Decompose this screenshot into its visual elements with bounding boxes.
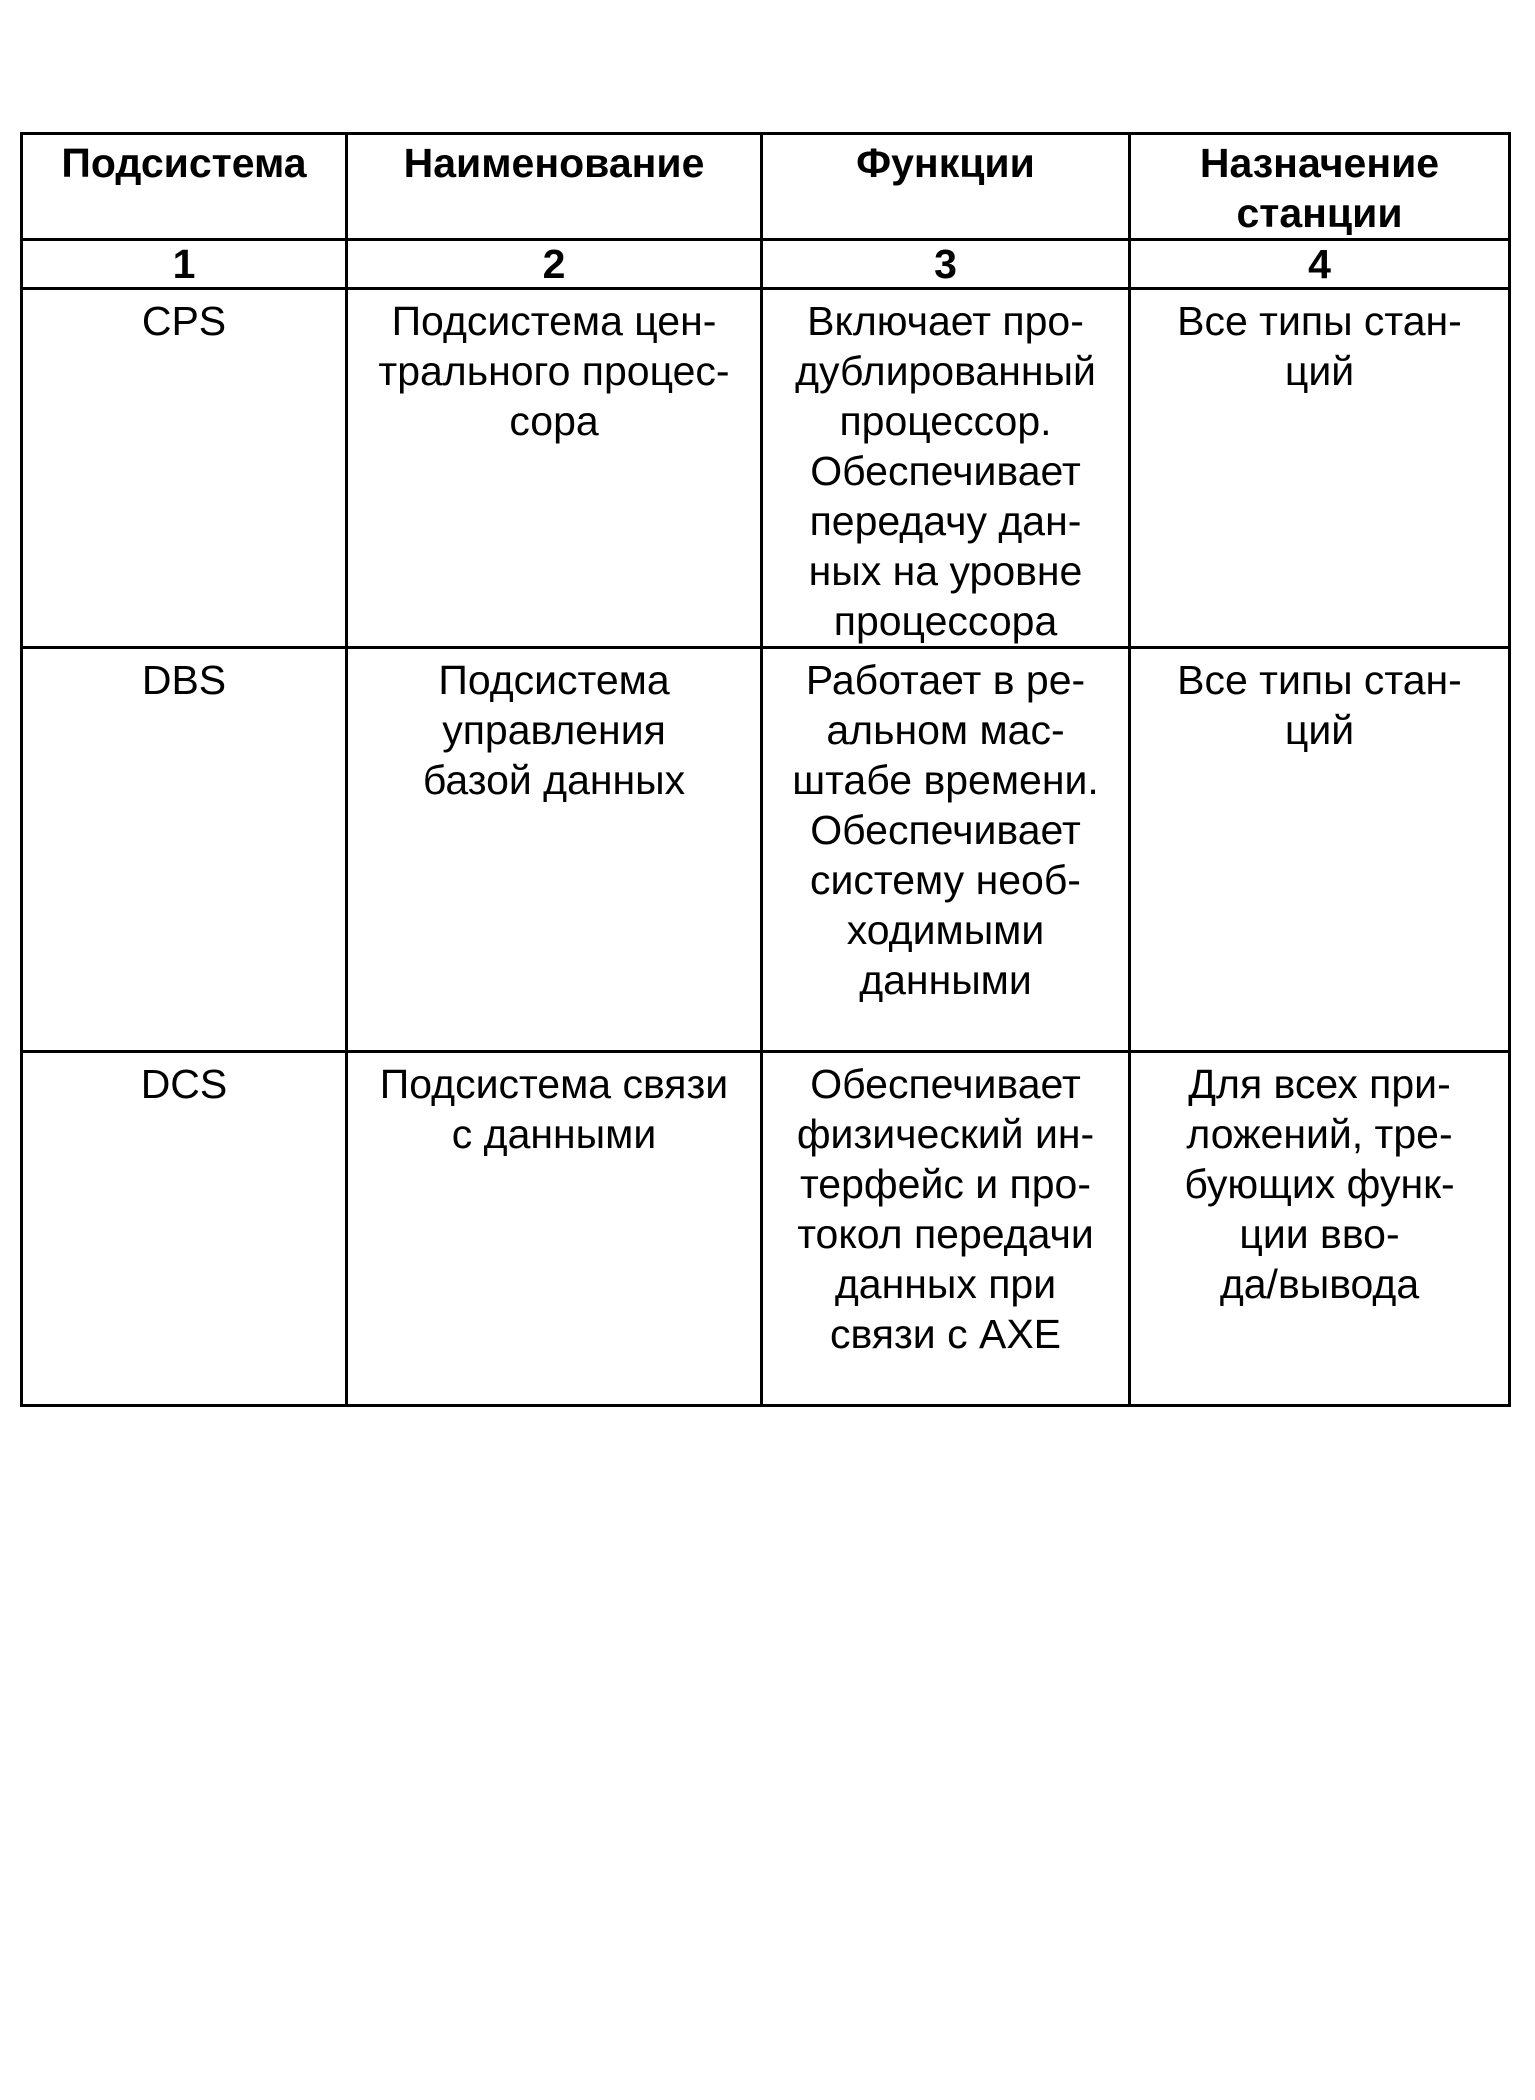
column-number-2: 2 — [347, 240, 762, 289]
cell-purpose: Все типы стан- ций — [1130, 648, 1510, 1052]
cell-name: Подсистема цен- трального процес- сора — [347, 289, 762, 648]
column-number-4: 4 — [1130, 240, 1510, 289]
cell-name: Подсистема связи с данными — [347, 1052, 762, 1406]
cell-functions: Работает в ре- альном мас- штабе времени. Обеспечивает систему необ- ходимыми данными — [762, 648, 1130, 1052]
cell-purpose: Все типы стан- ций — [1130, 289, 1510, 648]
column-number-row — [22, 240, 1510, 289]
cell-purpose: Для всех при- ложений, тре- бующих функ- ции вво- да/вывода — [1130, 1052, 1510, 1406]
header-cell-subsystem: Подсистема — [22, 134, 347, 240]
header-cell-purpose: Назначение станции — [1130, 134, 1510, 240]
cell-subsystem: DBS — [22, 648, 347, 1052]
header-cell-functions: Функции — [762, 134, 1130, 240]
column-number-1: 1 — [22, 240, 347, 289]
table-row — [22, 648, 1510, 1052]
cell-functions: Обеспечивает физический ин- терфейс и про- токол передачи данных при связи с AXE — [762, 1052, 1130, 1406]
subsystems-table — [20, 132, 1511, 1407]
column-number-3: 3 — [762, 240, 1130, 289]
cell-functions: Включает про- дублированный процессор. Обеспечивает передачу дан- ных на уровне процессора — [762, 289, 1130, 648]
cell-subsystem: CPS — [22, 289, 347, 648]
table-header-row — [22, 134, 1510, 240]
cell-name: Подсистема управления базой данных — [347, 648, 762, 1052]
header-cell-name: Наименование — [347, 134, 762, 240]
table-row — [22, 289, 1510, 648]
cell-subsystem: DCS — [22, 1052, 347, 1406]
table-row — [22, 1052, 1510, 1406]
